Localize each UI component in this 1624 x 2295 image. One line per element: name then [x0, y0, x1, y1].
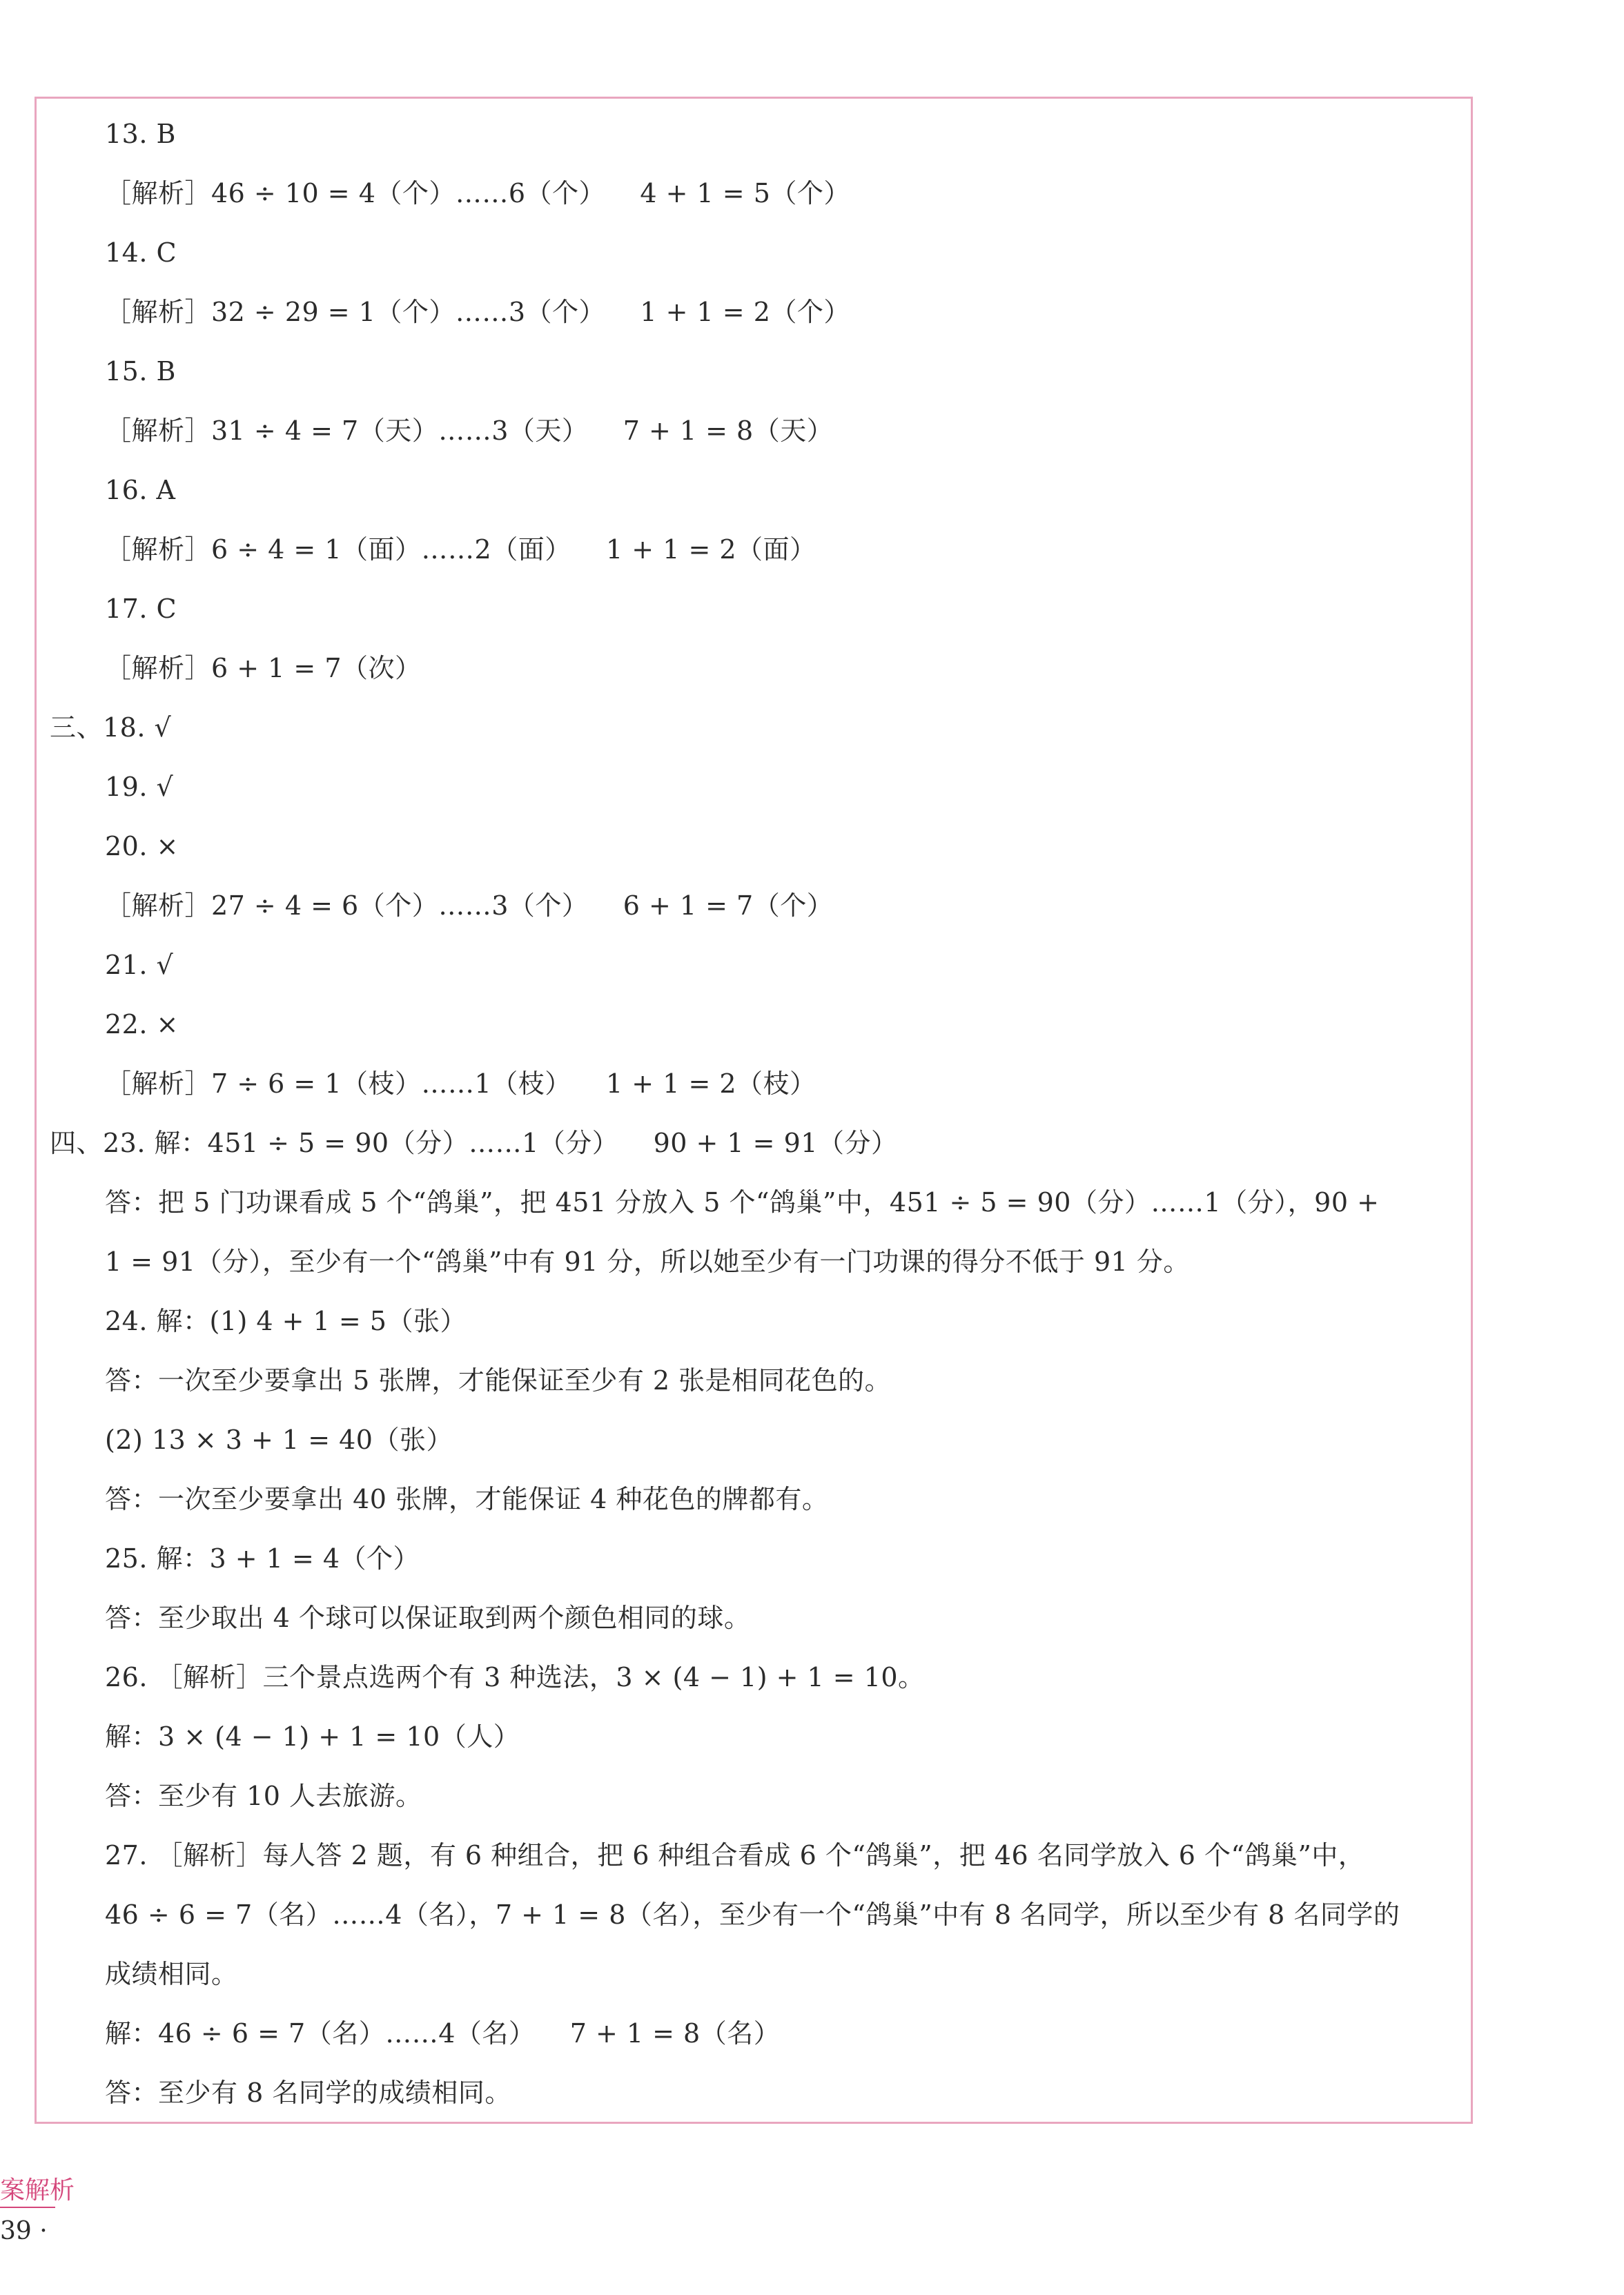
reply-23-part2: 1 = 91（分），至少有一个“鸽巢”中有 91 分，所以她至少有一门功课的得分不低于 91 分。 [105, 1247, 1190, 1277]
answer-20: 20. × [105, 831, 179, 861]
analysis-27-part3: 成绩相同。 [105, 1959, 238, 1989]
analysis-27-part2: 46 ÷ 6 = 7（名）……4（名），7 + 1 = 8（名），至少有一个“鸽巢”中有 8 名同学，所以至少有 8 名同学的 [105, 1900, 1400, 1930]
analysis-17: ［解析］6 + 1 = 7（次） [105, 653, 422, 683]
section-4-solution-23: 四、23. 解：451 ÷ 5 = 90（分）……1（分） 90 + 1 = 91（分） [50, 1128, 898, 1158]
solution-24-1: 24. 解：(1) 4 + 1 = 5（张） [105, 1306, 467, 1336]
footer-divider [0, 2207, 55, 2208]
solution-26: 解：3 × (4 − 1) + 1 = 10（人） [105, 1721, 520, 1752]
reply-24-2: 答：一次至少要拿出 40 张牌，才能保证 4 种花色的牌都有。 [105, 1484, 829, 1514]
reply-23-part1: 答：把 5 门功课看成 5 个“鸽巢”，把 451 分放入 5 个“鸽巢”中，451 ÷ 5 = 90（分）……1（分），90 + [105, 1187, 1380, 1218]
solution-27: 解：46 ÷ 6 = 7（名）……4（名） 7 + 1 = 8（名） [105, 2018, 781, 2049]
answer-21: 21. √ [105, 950, 174, 980]
answer-22: 22. × [105, 1009, 179, 1039]
solution-24-2: (2) 13 × 3 + 1 = 40（张） [105, 1425, 453, 1455]
answer-14: 14. C [105, 237, 177, 268]
reply-26: 答：至少有 10 人去旅游。 [105, 1781, 422, 1811]
section-3-answer-18: 三、18. √ [50, 712, 172, 743]
analysis-16: ［解析］6 ÷ 4 = 1（面）……2（面） 1 + 1 = 2（面） [105, 534, 816, 565]
reply-24-1: 答：一次至少要拿出 5 张牌，才能保证至少有 2 张是相同花色的。 [105, 1365, 892, 1396]
analysis-15: ［解析］31 ÷ 4 = 7（天）……3（天） 7 + 1 = 8（天） [105, 416, 834, 446]
analysis-14: ［解析］32 ÷ 29 = 1（个）……3（个） 1 + 1 = 2（个） [105, 297, 850, 327]
answer-15: 15. B [105, 356, 176, 387]
reply-25: 答：至少取出 4 个球可以保证取到两个颜色相同的球。 [105, 1603, 751, 1633]
answer-13: 13. B [105, 119, 176, 149]
page-number: 39 · [0, 2217, 48, 2245]
solution-25: 25. 解：3 + 1 = 4（个） [105, 1543, 420, 1574]
answer-16: 16. A [105, 475, 176, 505]
analysis-27-part1: 27. ［解析］每人答 2 题，有 6 种组合，把 6 种组合看成 6 个“鸽巢”，把 46 名同学放入 6 个“鸽巢”中， [105, 1840, 1365, 1871]
answer-19: 19. √ [105, 772, 174, 802]
analysis-26: 26. ［解析］三个景点选两个有 3 种选法，3 × (4 − 1) + 1 = 10。 [105, 1662, 925, 1692]
reply-27: 答：至少有 8 名同学的成绩相同。 [105, 2078, 511, 2108]
answer-17: 17. C [105, 594, 177, 624]
footer-section-label: 案解析 [0, 2176, 75, 2205]
analysis-13: ［解析］46 ÷ 10 = 4（个）……6（个） 4 + 1 = 5（个） [105, 178, 850, 208]
page-frame [35, 97, 1473, 2124]
analysis-20: ［解析］27 ÷ 4 = 6（个）……3（个） 6 + 1 = 7（个） [105, 890, 834, 921]
analysis-22: ［解析］7 ÷ 6 = 1（枝）……1（枝） 1 + 1 = 2（枝） [105, 1068, 816, 1099]
